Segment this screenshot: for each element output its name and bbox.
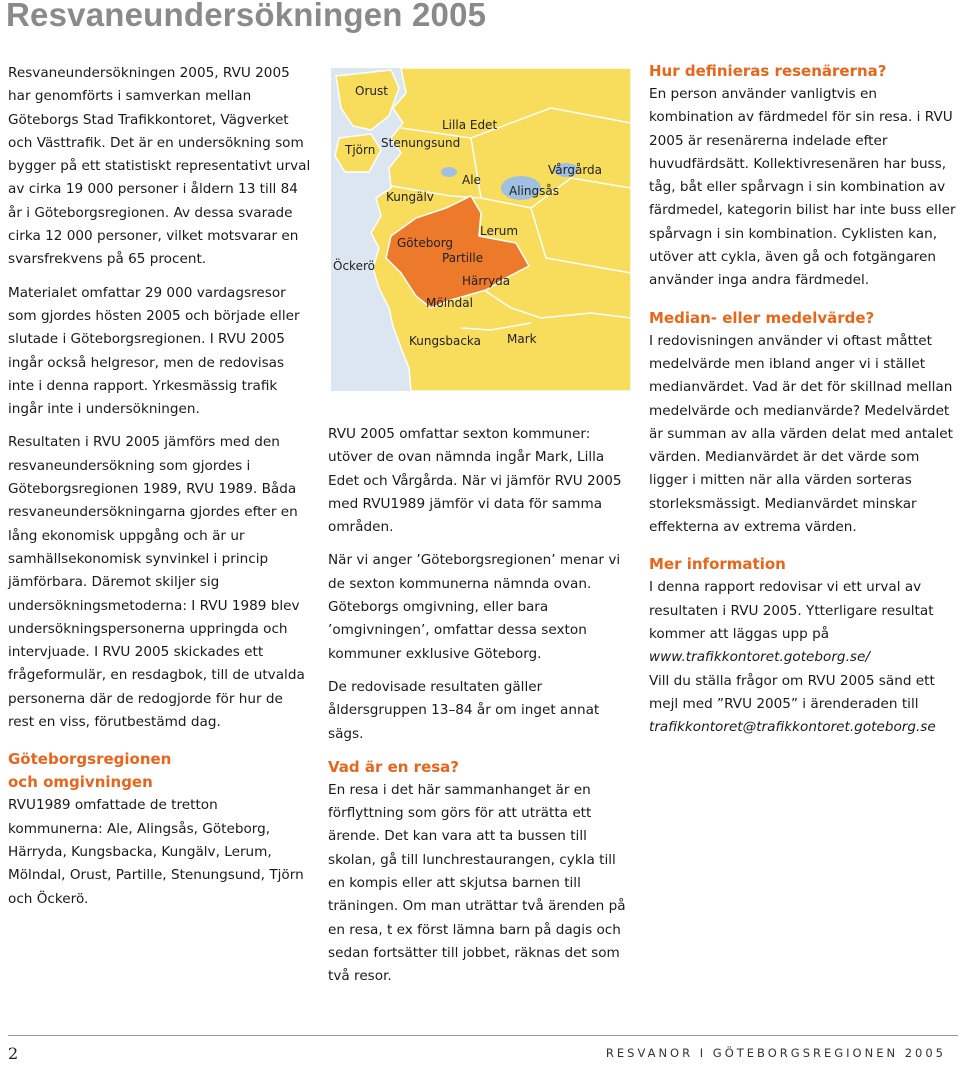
right-column (649, 60, 959, 739)
median-paragraph: I redovisningen använder vi oftast måttet medelvärde men ibland anger vi i stället medianvärdet. Vad är det för skillnad mellan medelvärde och medianvärde? Medelvärdet är summan av alla värden delat med antalet värden. Medianvärdet är det värde som ligger i mitten när alla värden sorteras storleksmässigt. Medianvärdet minskar effekterna av extrema värden. (649, 332, 953, 536)
scope-paragraph: RVU 2005 omfattar sexton kommuner: utöver de ovan nämnda ingår Mark, Lilla Edet och Vårgårda. När vi jämför RVU 2005 med RVU1989 jämför vi data för samma områden. (328, 426, 622, 536)
footer-divider (8, 1035, 958, 1036)
section-heading-more-info: Mer information (649, 555, 786, 574)
intro-paragraph: Resvaneundersökningen 2005, RVU 2005 har genomförts i samverkan mellan Göteborgs Stad Trafikkontoret, Vägverket och Västtrafik. Det är en undersökning som bygger på ett statistiskt representativt urval av cirka 19 000 personer i åldern 13 till 84 år i Göteborgsregionen. Av dessa svarade cirka 12 000 personer, vilket motsvarar en svarsfrekvens på 65 procent. (8, 65, 311, 268)
page-title: Resvaneundersökningen 2005 (6, 0, 487, 33)
section-heading-region-line2: och omgivningen (8, 773, 153, 792)
definition-paragraph: När vi anger ’Göteborgsregionen’ menar vi de sexton kommunerna nämnda ovan. Göteborgs omgivning, eller bara ’omgivningen’, omfattar dessa sexton kommuner exklusive Göteborg. (328, 552, 621, 662)
map-label-vargarda: Vårgårda (548, 163, 603, 177)
section-heading-travelers: Hur definieras resenärerna? (649, 62, 887, 80)
region-map-svg (331, 68, 631, 391)
map-label-molndal: Mölndal (426, 296, 473, 310)
section-heading-trip: Vad är en resa? (328, 757, 460, 776)
map-label-ockero: Öckerö (333, 259, 375, 273)
map-label-tjorn: Tjörn (345, 143, 376, 157)
travelers-paragraph: En person använder vanligtvis en kombination av färdmedel för sin resa. i RVU 2005 är resenärerna indelade efter huvudfärdsätt. Kollektivresenären har buss, tåg, båt eller spårvagn i sin kombination av färdmedel, kategorin bilist har inte buss eller spårvagn i sin kombination. Cyklisten kan, utöver att cykla, även gå och fotgängaren använder inga andra färdmedel. (649, 86, 956, 289)
map-label-orust: Orust (355, 84, 388, 98)
map-label-kungalv: Kungälv (386, 190, 434, 204)
left-column (8, 62, 313, 921)
section-heading-region (8, 748, 313, 794)
region-map (331, 68, 631, 391)
map-lake-3 (441, 167, 457, 177)
map-label-alingsas: Alingsås (509, 184, 559, 198)
contact-email-link[interactable]: trafikkontoret@trafikkontoret.goteborg.se (649, 719, 936, 736)
material-paragraph: Materialet omfattar 29 000 vardagsresor som gjordes hösten 2005 och började eller slutade i Göteborgsregionen. I RVU 2005 ingår också helgresor, men de redovisas inte i denna rapport. Yrkesmässig trafik ingår inte i undersökningen. (8, 284, 300, 418)
municipalities-paragraph: RVU1989 omfattade de tretton kommunerna: Ale, Alingsås, Göteborg, Härryda, Kungsbacka, Kungälv, Lerum, Mölndal, Orust, Partille, Stenungsund, Tjörn och Öckerö. (8, 797, 304, 907)
section-heading-median: Median- eller medelvärde? (649, 308, 875, 327)
more-info-link[interactable]: www.trafikkontoret.goteborg.se/ (649, 649, 870, 666)
contact-paragraph: Vill du ställa frågor om RVU 2005 sänd ett mejl med ”RVU 2005” i ärenderaden till (649, 672, 935, 712)
map-label-mark: Mark (507, 332, 537, 346)
map-label-ale: Ale (462, 173, 481, 187)
map-label-partille: Partille (442, 251, 484, 265)
footer-title: RESVANOR I GÖTEBORGSREGIONEN 2005 (605, 1046, 946, 1060)
map-label-stenungsund: Stenungsund (381, 136, 461, 150)
map-label-lilla-edet: Lilla Edet (442, 118, 498, 132)
middle-column (328, 423, 628, 999)
age-group-paragraph: De redovisade resultaten gäller åldersgruppen 13–84 år om inget annat sägs. (328, 678, 600, 742)
map-label-goteborg: Göteborg (397, 236, 454, 250)
page-number: 2 (8, 1044, 19, 1063)
section-heading-region-line1: Göteborgsregionen (8, 750, 172, 769)
more-info-paragraph: I denna rapport redovisar vi ett urval av resultaten i RVU 2005. Ytterligare resultat kommer att läggas upp på (649, 579, 934, 642)
map-label-kungsbacka: Kungsbacka (409, 334, 482, 348)
trip-definition-paragraph: En resa i det här sammanhanget är en förflyttning som görs för att uträtta ett ärende. Det kan vara att ta bussen till skolan, gå till lunchrestaurangen, cykla till en kompis eller att skjutsa barnen till träningen. Om man uträttar två ärenden på en resa, t ex först lämna barn på dagis och sedan fortsätter till jobbet, räknas det som två resor. (328, 781, 626, 985)
map-label-harryda: Härryda (462, 274, 511, 288)
map-label-lerum: Lerum (480, 224, 519, 238)
comparison-paragraph: Resultaten i RVU 2005 jämförs med den resvaneundersökning som gjordes i Göteborgsregionen 1989, RVU 1989. Båda resvaneundersökningarna gjordes efter en lång ekonomisk uppgång och är ur samhällsekonomisk synvinkel i princip jämförbara. Däremot skiljer sig undersökningsmetoderna: I RVU 1989 blev undersökningspersonerna uppringda och intervjuade. I RVU 2005 skickades ett frågeformulär, en resdagbok, till de utvalda personerna där de redogjorde för hur de rest en viss, förutbestämd dag. (8, 434, 305, 731)
